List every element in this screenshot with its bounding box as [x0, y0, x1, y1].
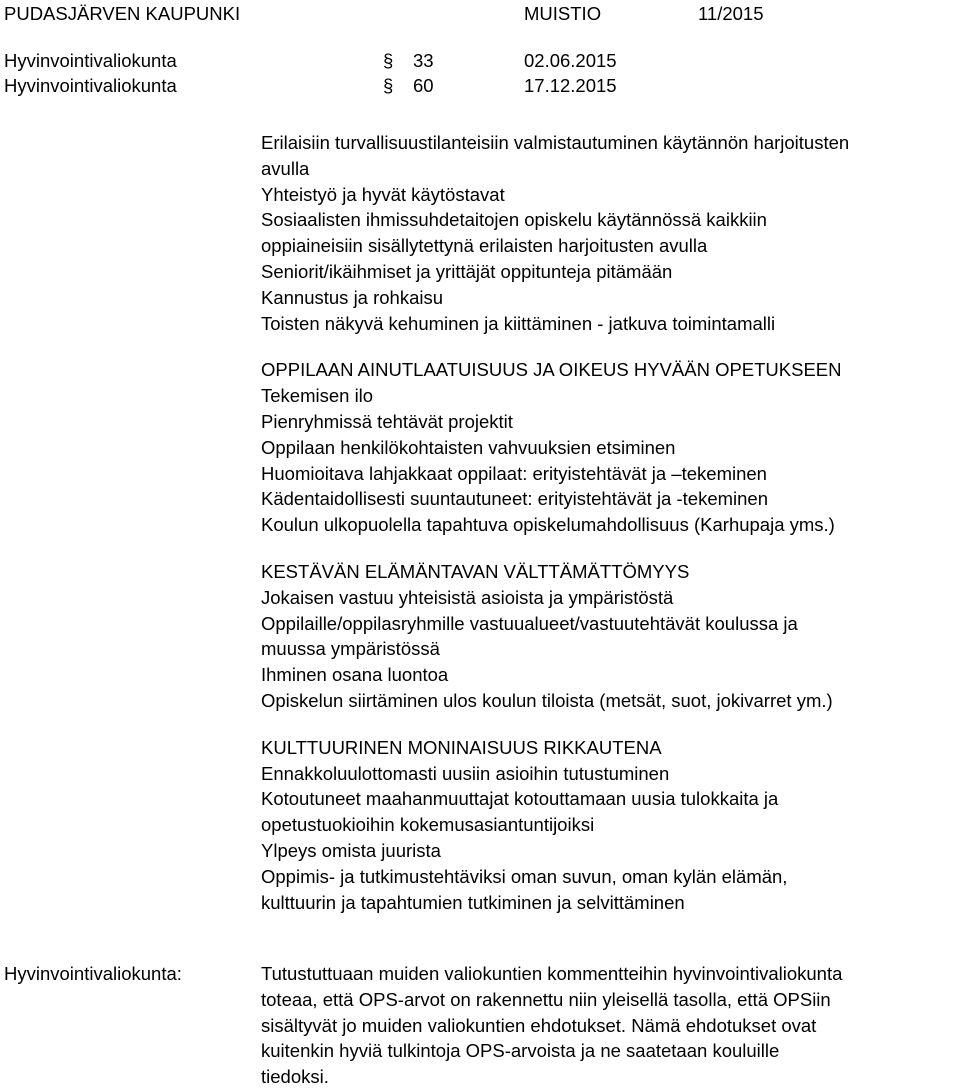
- body-line: Kannustus ja rohkaisu: [261, 286, 444, 308]
- meeting-body: Hyvinvointivaliokunta: [4, 50, 177, 71]
- body-line: Seniorit/ikäihmiset ja yrittäjät oppitunteja pitämään: [261, 260, 673, 282]
- decision-label: Hyvinvointivaliokunta:: [4, 963, 182, 984]
- decision-line: Tutustuttuaan muiden valiokuntien kommentteihin hyvinvointivaliokunta: [261, 963, 843, 984]
- body-line: Pienryhmissä tehtävät projektit: [261, 410, 513, 432]
- meeting-date: 17.12.2015: [524, 75, 617, 96]
- org-name: PUDASJÄRVEN KAUPUNKI: [4, 3, 241, 24]
- decision-line: tiedoksi.: [261, 1066, 329, 1088]
- body-line: Kotoutuneet maahanmuuttajat kotouttamaan uusia tulokkaita ja: [261, 788, 779, 810]
- body-line: Sosiaalisten ihmissuhdetaitojen opiskelu käytännössä kaikkiin: [261, 209, 767, 231]
- decision-line: sisältyvät jo muiden valiokuntien ehdotukset. Nämä ehdotukset ovat: [261, 1014, 817, 1036]
- document-body: [261, 130, 849, 915]
- body-line: Erilaisiin turvallisuustilanteisiin valmistautuminen käytännön harjoitusten: [261, 132, 850, 153]
- body-line: Ylpeys omista juurista: [261, 839, 441, 861]
- body-line: Kädentaidollisesti suuntautuneet: erityistehtävät ja -tekeminen: [261, 488, 768, 510]
- body-line: Ennakkoluulottomasti uusiin asioihin tutustuminen: [261, 762, 670, 784]
- body-line: Huomioitava lahjakkaat oppilaat: erityistehtävät ja –tekeminen: [261, 462, 767, 484]
- body-line: Toisten näkyvä kehuminen ja kiittäminen - jatkuva toimintamalli: [261, 312, 776, 334]
- section-heading: KESTÄVÄN ELÄMÄNTAVAN VÄLTTÄMÄTTÖMYYS: [261, 560, 690, 582]
- body-line: Oppilaille/oppilasryhmille vastuualueet/vastuutehtävät koulussa ja: [261, 612, 798, 634]
- body-line: Jokaisen vastuu yhteisistä asioista ja ympäristöstä: [261, 586, 674, 608]
- body-line: Ihminen osana luontoa: [261, 664, 449, 686]
- body-line: Koulun ulkopuolella tapahtuva opiskelumahdollisuus (Karhupaja yms.): [261, 514, 835, 536]
- body-line: avulla: [261, 157, 310, 179]
- decision-line: kuitenkin hyviä tulkintoja OPS-arvoista ja ne saatetaan kouluille: [261, 1040, 780, 1062]
- body-line: kulttuurin ja tapahtumien tutkiminen ja selvittäminen: [261, 891, 685, 913]
- doc-number: 11/2015: [698, 3, 764, 24]
- meeting-section: 60: [413, 75, 434, 96]
- body-line: opetustuokioihin kokemusasiantuntijoiksi: [261, 814, 595, 836]
- meeting-date: 02.06.2015: [524, 50, 617, 71]
- section-heading: OPPILAAN AINUTLAATUISUUS JA OIKEUS HYVÄÄN OPETUKSEEN: [261, 359, 842, 381]
- meeting-body: Hyvinvointivaliokunta: [4, 75, 177, 96]
- body-line: oppiaineisiin sisällytettynä erilaisten harjoitusten avulla: [261, 235, 708, 257]
- decision-line: toteaa, että OPS-arvot on rakennettu niin yleisellä tasolla, että OPSiin: [261, 988, 831, 1010]
- body-line: Tekemisen ilo: [261, 385, 374, 407]
- doc-type: MUISTIO: [524, 3, 602, 24]
- section-symbol: §: [383, 50, 394, 71]
- section-heading: KULTTUURINEN MONINAISUUS RIKKAUTENA: [261, 736, 662, 758]
- body-line: Yhteistyö ja hyvät käytöstavat: [261, 183, 505, 205]
- meeting-section: 33: [413, 50, 434, 71]
- body-line: Oppimis- ja tutkimustehtäviksi oman suvun, oman kylän elämän,: [261, 865, 788, 887]
- body-line: Oppilaan henkilökohtaisten vahvuuksien etsiminen: [261, 436, 676, 458]
- body-line: Opiskelun siirtäminen ulos koulun tiloista (metsät, suot, jokivarret ym.): [261, 689, 833, 711]
- body-line: muussa ympäristössä: [261, 638, 440, 660]
- decision-text: [261, 961, 842, 1090]
- section-symbol: §: [383, 75, 394, 96]
